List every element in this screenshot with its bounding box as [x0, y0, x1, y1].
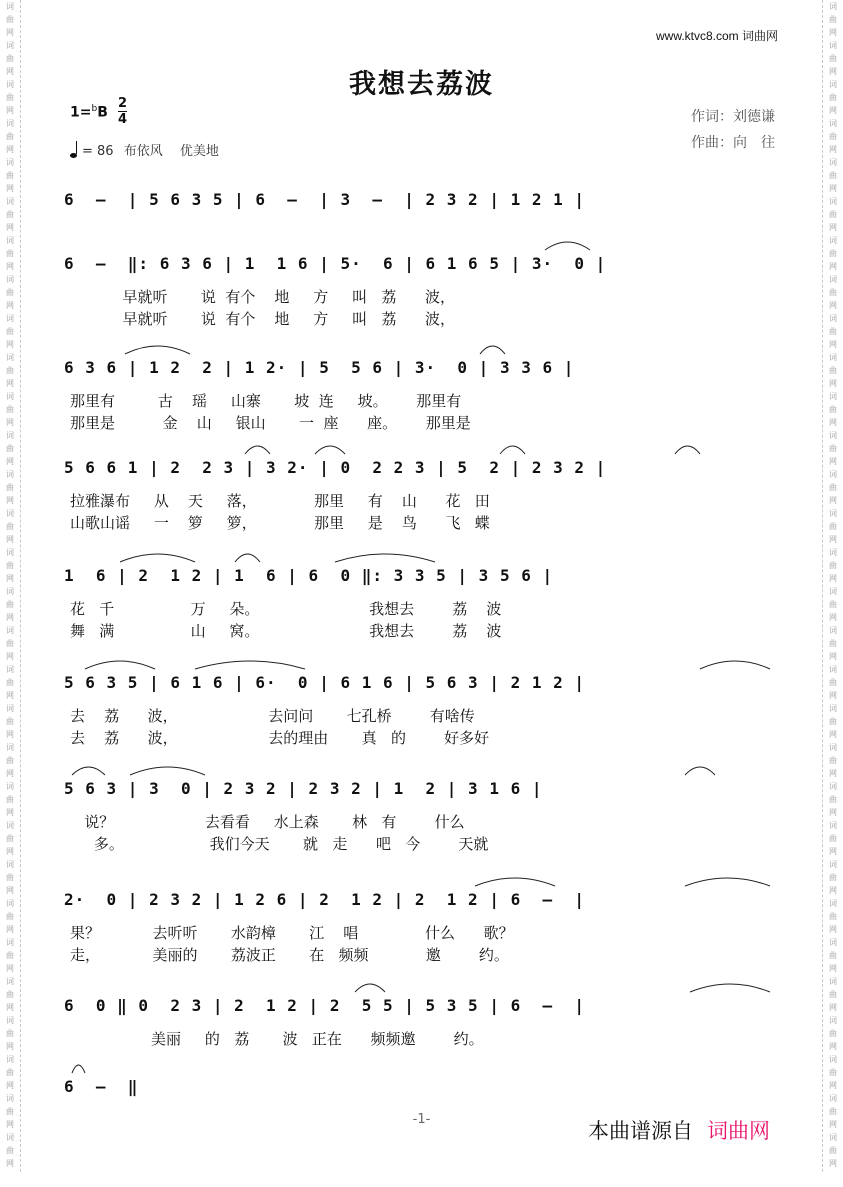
- watermark-glyph: 网: [6, 886, 14, 895]
- watermark-glyph: 曲: [6, 249, 14, 258]
- slur-marks: [0, 868, 843, 888]
- watermark-glyph: 网: [829, 301, 837, 310]
- watermark-glyph: 网: [829, 184, 837, 193]
- watermark-glyph: 词: [829, 236, 837, 245]
- watermark-glyph: 词: [6, 353, 14, 362]
- watermark-glyph: 网: [6, 1003, 14, 1012]
- watermark-glyph: 网: [6, 301, 14, 310]
- watermark-glyph: 词: [829, 1133, 837, 1142]
- slur-arc: [685, 878, 770, 886]
- watermark-glyph: 网: [829, 28, 837, 37]
- lyricist-credit: 作词：刘德谦: [691, 109, 775, 125]
- slur-arc: [315, 446, 345, 454]
- lyrics-verse-2: 舞 满 山 窝。 我想去 荔 波: [70, 622, 502, 640]
- watermark-glyph: 曲: [6, 1029, 14, 1038]
- watermark-glyph: 词: [6, 1133, 14, 1142]
- watermark-glyph: 曲: [6, 678, 14, 687]
- watermark-glyph: 曲: [829, 912, 837, 921]
- watermark-glyph: 词: [829, 782, 837, 791]
- watermark-glyph: 曲: [829, 717, 837, 726]
- watermark-glyph: 网: [6, 730, 14, 739]
- watermark-glyph: 网: [829, 418, 837, 427]
- lyrics-verse-1: 早就听 说 有个 地 方 叫 荔 波，: [70, 288, 456, 306]
- watermark-glyph: 曲: [829, 522, 837, 531]
- watermark-glyph: 词: [6, 821, 14, 830]
- watermark-glyph: 曲: [829, 483, 837, 492]
- slur-arc: [500, 446, 525, 454]
- watermark-glyph: 网: [6, 223, 14, 232]
- watermark-glyph: 网: [829, 496, 837, 505]
- watermark-glyph: 曲: [829, 756, 837, 765]
- watermark-glyph: 词: [6, 236, 14, 245]
- watermark-glyph: 曲: [829, 561, 837, 570]
- watermark-glyph: 词: [829, 704, 837, 713]
- watermark-glyph: 词: [829, 821, 837, 830]
- watermark-glyph: 词: [6, 548, 14, 557]
- watermark-glyph: 词: [829, 314, 837, 323]
- slur-arc: [195, 661, 305, 669]
- watermark-glyph: 网: [829, 457, 837, 466]
- watermark-glyph: 网: [6, 1081, 14, 1090]
- watermark-glyph: 词: [6, 860, 14, 869]
- watermark-glyph: 曲: [829, 1029, 837, 1038]
- watermark-glyph: 网: [829, 379, 837, 388]
- slur-arc: [72, 767, 105, 775]
- watermark-glyph: 网: [6, 496, 14, 505]
- lyrics-verse-1: 说？ 去看看 水上森 林 有 什么: [70, 813, 465, 831]
- watermark-glyph: 网: [829, 535, 837, 544]
- watermark-glyph: 词: [6, 275, 14, 284]
- watermark-glyph: 曲: [829, 678, 837, 687]
- lyrics-verse-2: 去 荔 波， 去的理由 真 的 好多好: [70, 729, 490, 747]
- lyrics-verse-1: 果？ 去听听 水韵樟 江 唱 什么 歌？: [70, 924, 514, 942]
- lyrics-verse-1: 那里有 古 瑶 山寨 坡 连 坡。 那里有: [70, 392, 462, 410]
- watermark-glyph: 词: [6, 1055, 14, 1064]
- watermark-glyph: 词: [6, 977, 14, 986]
- slur-arc: [545, 242, 590, 250]
- watermark-glyph: 词: [6, 314, 14, 323]
- watermark-glyph: 曲: [829, 600, 837, 609]
- lyrics-verse-2: 山歌山谣 一 箩 箩， 那里 是 鸟 飞 蝶: [70, 514, 490, 532]
- watermark-glyph: 网: [6, 964, 14, 973]
- composer-credit: 作曲：向 往: [691, 135, 775, 151]
- watermark-glyph: 词: [6, 2, 14, 11]
- watermark-glyph: 词: [829, 899, 837, 908]
- slur-arc: [480, 346, 505, 354]
- watermark-glyph: 网: [6, 418, 14, 427]
- notation-line: 2· 0 | 2 3 2 | 1 2 6 | 2 1 2 | 2 1 2 | 6 – |: [64, 890, 586, 909]
- watermark-glyph: 网: [829, 613, 837, 622]
- watermark-glyph: 词: [829, 197, 837, 206]
- watermark-glyph: 曲: [829, 444, 837, 453]
- source-footer: [588, 1115, 770, 1145]
- notation-line: 5 6 3 5 | 6 1 6 | 6· 0 | 6 1 6 | 5 6 3 | 2 1 2 |: [64, 673, 586, 692]
- key-note: B: [97, 104, 108, 121]
- watermark-glyph: 词: [829, 509, 837, 518]
- watermark-glyph: 曲: [829, 1146, 837, 1155]
- site-url: www.ktvc8.com 词曲网: [656, 29, 779, 43]
- watermark-glyph: 词: [829, 743, 837, 752]
- watermark-glyph: 词: [829, 431, 837, 440]
- watermark-glyph: 词: [6, 41, 14, 50]
- watermark-glyph: 网: [829, 1003, 837, 1012]
- watermark-glyph: 曲: [829, 639, 837, 648]
- watermark-glyph: 词: [829, 275, 837, 284]
- watermark-glyph: 曲: [6, 483, 14, 492]
- watermark-glyph: 曲: [6, 1068, 14, 1077]
- slur-arc: [675, 446, 700, 454]
- watermark-glyph: 词: [829, 158, 837, 167]
- watermark-glyph: 词: [829, 1016, 837, 1025]
- slur-arc: [120, 554, 195, 562]
- watermark-glyph: 网: [829, 574, 837, 583]
- watermark-glyph: 曲: [6, 444, 14, 453]
- slur-arc: [700, 661, 770, 669]
- key-prefix: 1=: [70, 104, 92, 121]
- watermark-glyph: 词: [6, 80, 14, 89]
- watermark-glyph: 词: [829, 2, 837, 11]
- watermark-glyph: 词: [6, 470, 14, 479]
- watermark-glyph: 词: [6, 158, 14, 167]
- time-signature: [118, 97, 127, 126]
- slur-marks: [0, 1055, 843, 1075]
- notation-line: 1 6 | 2 1 2 | 1 6 | 6 0 ‖: 3 3 5 | 3 5 6 |: [64, 566, 554, 585]
- watermark-glyph: 曲: [829, 171, 837, 180]
- slur-arc: [685, 767, 715, 775]
- slur-arc: [355, 984, 385, 992]
- watermark-glyph: 词: [6, 665, 14, 674]
- watermark-glyph: 曲: [6, 990, 14, 999]
- watermark-glyph: 曲: [6, 639, 14, 648]
- watermark-glyph: 网: [6, 1042, 14, 1051]
- watermark-glyph: 词: [829, 938, 837, 947]
- watermark-glyph: 曲: [6, 327, 14, 336]
- watermark-glyph: 网: [829, 145, 837, 154]
- watermark-glyph: 曲: [829, 93, 837, 102]
- watermark-glyph: 曲: [829, 288, 837, 297]
- watermark-glyph: 网: [6, 340, 14, 349]
- watermark-glyph: 网: [829, 769, 837, 778]
- watermark-glyph: 词: [829, 353, 837, 362]
- slur-arc: [235, 554, 260, 562]
- watermark-glyph: 词: [6, 392, 14, 401]
- watermark-glyph: 词: [6, 1016, 14, 1025]
- watermark-glyph: 词: [6, 782, 14, 791]
- watermark-glyph: 网: [6, 106, 14, 115]
- watermark-glyph: 曲: [6, 405, 14, 414]
- lyrics-verse-2: 多。 我们今天 就 走 吧 今 天就: [70, 835, 489, 853]
- notation-line: 6 3 6 | 1 2 2 | 1 2· | 5 5 6 | 3· 0 | 3 3 6 |: [64, 358, 575, 377]
- slur-arc: [85, 661, 155, 669]
- watermark-glyph: 网: [6, 847, 14, 856]
- slur-marks: [0, 757, 843, 777]
- watermark-glyph: 曲: [829, 366, 837, 375]
- watermark-glyph: 网: [829, 1120, 837, 1129]
- tempo-style: 布依风 优美地: [123, 144, 219, 159]
- watermark-glyph: 曲: [6, 522, 14, 531]
- slur-arc: [475, 878, 555, 886]
- watermark-glyph: 曲: [6, 93, 14, 102]
- notation-line: 6 – ‖: 6 3 6 | 1 1 6 | 5· 6 | 6 1 6 5 | 3· 0 |: [64, 254, 607, 273]
- watermark-glyph: 词: [6, 119, 14, 128]
- watermark-glyph: 曲: [829, 795, 837, 804]
- watermark-glyph: 网: [829, 964, 837, 973]
- watermark-glyph: 曲: [829, 834, 837, 843]
- slur-arc: [245, 446, 270, 454]
- watermark-glyph: 曲: [829, 327, 837, 336]
- watermark-glyph: 网: [6, 574, 14, 583]
- watermark-glyph: 网: [829, 262, 837, 271]
- watermark-glyph: 网: [829, 340, 837, 349]
- watermark-glyph: 词: [6, 587, 14, 596]
- watermark-glyph: 词: [829, 41, 837, 50]
- watermark-glyph: 曲: [6, 717, 14, 726]
- watermark-glyph: 网: [829, 106, 837, 115]
- notation-line: 6 0 ‖ 0 2 3 | 2 1 2 | 2 5 5 | 5 3 5 | 6 – |: [64, 996, 586, 1015]
- watermark-glyph: 词: [6, 509, 14, 518]
- watermark-glyph: 曲: [6, 1107, 14, 1116]
- watermark-glyph: 网: [6, 1159, 14, 1168]
- slur-arc: [130, 767, 205, 775]
- watermark-glyph: 网: [829, 223, 837, 232]
- watermark-glyph: 网: [829, 730, 837, 739]
- watermark-glyph: 曲: [6, 132, 14, 141]
- source-brand-link[interactable]: 词曲网: [707, 1119, 770, 1143]
- watermark-glyph: 网: [6, 808, 14, 817]
- lyrics-verse-1: 美丽 的 荔 波 正在 频频邀 约。: [70, 1030, 484, 1048]
- watermark-glyph: 曲: [6, 210, 14, 219]
- watermark-glyph: 网: [829, 886, 837, 895]
- watermark-glyph: 曲: [6, 54, 14, 63]
- slur-arc: [690, 984, 770, 992]
- watermark-glyph: 曲: [6, 288, 14, 297]
- tempo-marking: [70, 140, 219, 159]
- watermark-glyph: 网: [6, 691, 14, 700]
- watermark-glyph: 网: [6, 457, 14, 466]
- watermark-glyph: 词: [829, 1055, 837, 1064]
- watermark-glyph: 曲: [6, 15, 14, 24]
- source-text: 本曲谱源自: [588, 1119, 693, 1143]
- watermark-glyph: 词: [829, 977, 837, 986]
- watermark-glyph: 词: [829, 1094, 837, 1103]
- watermark-glyph: 网: [6, 379, 14, 388]
- notation-line: 6 – | 5 6 3 5 | 6 – | 3 – | 2 3 2 | 1 2 1 |: [64, 190, 586, 209]
- watermark-glyph: 曲: [6, 600, 14, 609]
- watermark-glyph: 词: [829, 860, 837, 869]
- quarter-note-icon: [70, 153, 77, 158]
- watermark-glyph: 词: [829, 80, 837, 89]
- watermark-glyph: 词: [829, 119, 837, 128]
- watermark-glyph: 网: [829, 67, 837, 76]
- watermark-glyph: 网: [6, 1120, 14, 1129]
- watermark-glyph: 词: [6, 938, 14, 947]
- tempo-value: = 86: [82, 144, 114, 159]
- watermark-glyph: 词: [829, 626, 837, 635]
- watermark-glyph: 曲: [6, 951, 14, 960]
- slur-marks: [0, 232, 843, 252]
- watermark-glyph: 曲: [829, 249, 837, 258]
- watermark-glyph: 曲: [6, 834, 14, 843]
- slur-arc: [72, 1065, 85, 1073]
- watermark-glyph: 曲: [6, 873, 14, 882]
- watermark-glyph: 网: [829, 925, 837, 934]
- watermark-glyph: 曲: [829, 15, 837, 24]
- watermark-glyph: 曲: [829, 54, 837, 63]
- watermark-glyph: 网: [829, 847, 837, 856]
- watermark-glyph: 网: [6, 535, 14, 544]
- watermark-glyph: 网: [6, 613, 14, 622]
- watermark-glyph: 曲: [6, 756, 14, 765]
- watermark-glyph: 曲: [6, 366, 14, 375]
- watermark-glyph: 词: [6, 899, 14, 908]
- slur-marks: [0, 974, 843, 994]
- watermark-glyph: 网: [829, 652, 837, 661]
- watermark-glyph: 曲: [829, 951, 837, 960]
- watermark-glyph: 词: [6, 197, 14, 206]
- watermark-glyph: 网: [6, 67, 14, 76]
- watermark-glyph: 曲: [829, 873, 837, 882]
- slur-marks: [0, 336, 843, 356]
- page-number: -1-: [412, 1112, 431, 1127]
- watermark-glyph: 曲: [6, 795, 14, 804]
- time-sig-bottom: 4: [118, 112, 128, 127]
- notation-line: 5 6 6 1 | 2 2 3 | 3 2· | 0 2 2 3 | 5 2 | 2 3 2 |: [64, 458, 607, 477]
- time-sig-top: 2: [118, 96, 128, 111]
- watermark-glyph: 曲: [829, 1068, 837, 1077]
- lyrics-verse-1: 去 荔 波， 去问问 七孔桥 有啥传: [70, 707, 475, 725]
- watermark-glyph: 网: [829, 808, 837, 817]
- watermark-glyph: 网: [6, 184, 14, 193]
- watermark-glyph: 曲: [829, 210, 837, 219]
- slur-marks: [0, 436, 843, 456]
- notation-line: 5 6 3 | 3 0 | 2 3 2 | 2 3 2 | 1 2 | 3 1 6 |: [64, 779, 543, 798]
- watermark-glyph: 词: [6, 431, 14, 440]
- watermark-glyph: 网: [6, 28, 14, 37]
- watermark-glyph: 词: [829, 665, 837, 674]
- watermark-glyph: 词: [6, 704, 14, 713]
- watermark-glyph: 网: [6, 262, 14, 271]
- watermark-glyph: 曲: [6, 561, 14, 570]
- watermark-glyph: 网: [6, 769, 14, 778]
- watermark-glyph: 网: [829, 1081, 837, 1090]
- watermark-glyph: 网: [6, 145, 14, 154]
- lyrics-verse-1: 拉雅瀑布 从 天 落， 那里 有 山 花 田: [70, 492, 490, 510]
- slur-arc: [335, 554, 435, 562]
- slur-marks: [0, 651, 843, 671]
- slur-marks: [0, 544, 843, 564]
- watermark-glyph: 网: [6, 925, 14, 934]
- notation-line: 6 – ‖: [64, 1077, 139, 1096]
- watermark-glyph: 曲: [6, 171, 14, 180]
- lyrics-verse-2: 早就听 说 有个 地 方 叫 荔 波，: [70, 310, 456, 328]
- watermark-glyph: 曲: [6, 912, 14, 921]
- lyrics-verse-2: 走， 美丽的 荔波正 在 频频 邀 约。: [70, 946, 509, 964]
- watermark-glyph: 词: [6, 743, 14, 752]
- watermark-glyph: 曲: [829, 405, 837, 414]
- watermark-glyph: 曲: [6, 1146, 14, 1155]
- watermark-glyph: 词: [829, 470, 837, 479]
- watermark-glyph: 词: [6, 1094, 14, 1103]
- watermark-glyph: 网: [829, 1042, 837, 1051]
- watermark-glyph: 词: [6, 626, 14, 635]
- watermark-glyph: 词: [829, 392, 837, 401]
- watermark-glyph: 网: [829, 1159, 837, 1168]
- lyrics-verse-1: 花 千 万 朵。 我想去 荔 波: [70, 600, 502, 618]
- watermark-glyph: 曲: [829, 132, 837, 141]
- lyrics-verse-2: 那里是 金 山 银山 一 座 座。 那里是: [70, 414, 471, 432]
- watermark-glyph: 网: [829, 691, 837, 700]
- watermark-glyph: 网: [6, 652, 14, 661]
- watermark-glyph: 曲: [829, 990, 837, 999]
- watermark-glyph: 词: [829, 587, 837, 596]
- watermark-glyph: 曲: [829, 1107, 837, 1116]
- watermark-glyph: 词: [829, 548, 837, 557]
- page-title: 我想去荔波: [349, 69, 494, 100]
- key-signature: [70, 104, 108, 121]
- flat-sign: b: [91, 104, 98, 114]
